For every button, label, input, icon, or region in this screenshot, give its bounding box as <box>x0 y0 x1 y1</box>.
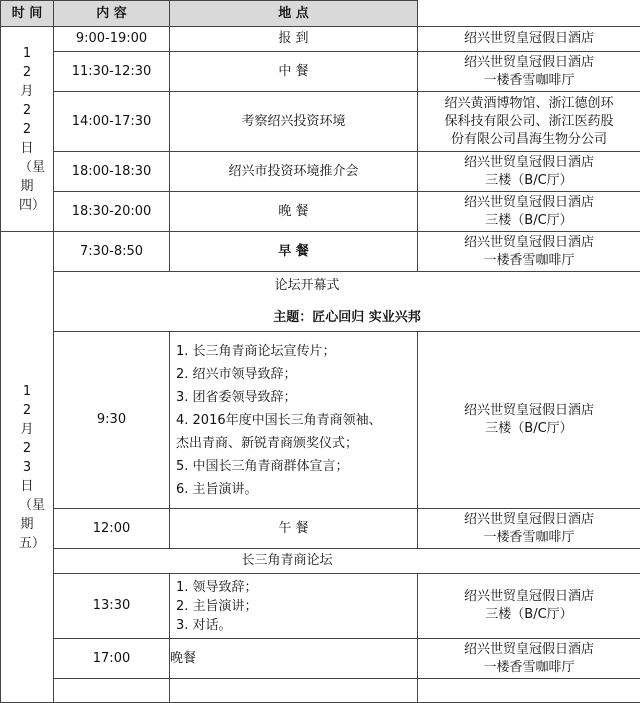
lunch-location <box>418 509 640 549</box>
day1-row2-time: 11:30-12:30 <box>54 52 170 92</box>
location-line: 绍兴世贸皇冠假日酒店 <box>418 402 640 420</box>
location-line: 绍兴世贸皇冠假日酒店 <box>418 54 640 72</box>
day1-row2-content: 中 餐 <box>170 52 418 92</box>
day1-row3-location <box>418 92 640 152</box>
table-row <box>1 332 640 509</box>
table-row <box>1 574 640 639</box>
location-line: 一楼香雪咖啡厅 <box>418 252 640 270</box>
forum-title: 长三角青商论坛 <box>54 552 640 570</box>
header-location: 地 点 <box>170 1 418 27</box>
location-line: 三楼（B/C厅） <box>418 172 640 190</box>
list-item: 杰出青商、新锐青商颁奖仪式； <box>170 432 417 455</box>
day1-row4-location <box>418 152 640 192</box>
table-row <box>1 192 640 232</box>
day1-row4-content: 绍兴市投资环境推介会 <box>170 152 418 192</box>
location-line: 绍兴世贸皇冠假日酒店 <box>418 154 640 172</box>
location-line: 一楼香雪咖啡厅 <box>418 72 640 90</box>
table-row <box>1 232 640 272</box>
day1-row1-location <box>418 27 640 52</box>
day1-date-cell <box>1 27 54 232</box>
location-line: 三楼（B/C厅） <box>418 606 640 624</box>
forum-session-location <box>418 574 640 639</box>
dinner-content: 晚餐 <box>170 639 418 679</box>
list-item: 1. 领导致辞； <box>170 578 417 597</box>
table-row <box>1 52 640 92</box>
list-item: 3. 对话。 <box>170 616 417 635</box>
location-line: 份有限公司昌海生物分公司 <box>418 131 640 149</box>
location-line: 绍兴世贸皇冠假日酒店 <box>418 588 640 606</box>
opening-theme: 主题：匠心回归 实业兴邦 <box>54 307 640 329</box>
empty-cell <box>418 679 640 703</box>
list-item: 3. 团省委领导致辞； <box>170 386 417 409</box>
day1-date: 12月22日（星期四） <box>19 44 35 215</box>
list-item: 2. 绍兴市领导致辞； <box>170 363 417 386</box>
lunch-content: 午 餐 <box>170 509 418 549</box>
opening-session-items <box>170 332 418 509</box>
day1-row5-location <box>418 192 640 232</box>
dinner-location <box>418 639 640 679</box>
location-line: 绍兴世贸皇冠假日酒店 <box>418 234 640 252</box>
header-time: 时 间 <box>1 1 54 27</box>
day1-row1-time: 9:00-19:00 <box>54 27 170 52</box>
location-line: 绍兴世贸皇冠假日酒店 <box>418 641 640 659</box>
day1-row5-time: 18:30-20:00 <box>54 192 170 232</box>
day2-date-cell <box>1 232 54 703</box>
breakfast-time: 7:30-8:50 <box>54 232 170 272</box>
day1-row1-content: 报 到 <box>170 27 418 52</box>
opening-ceremony-cell <box>54 272 640 332</box>
location-line: 三楼（B/C厅） <box>418 212 640 230</box>
dinner-time: 17:00 <box>54 639 170 679</box>
lunch-time: 12:00 <box>54 509 170 549</box>
location-line: 一楼香雪咖啡厅 <box>418 529 640 547</box>
location-line: 绍兴黄酒博物馆、浙江德创环 <box>418 95 640 113</box>
opening-title: 论坛开幕式 <box>54 275 640 297</box>
list-item: 6. 主旨演讲。 <box>170 478 417 501</box>
location-line: 绍兴世贸皇冠假日酒店 <box>418 511 640 529</box>
table-row <box>1 272 640 332</box>
header-content: 内 容 <box>54 1 170 27</box>
forum-session-time: 13:30 <box>54 574 170 639</box>
forum-title-cell <box>54 549 640 574</box>
table-row <box>1 549 640 574</box>
location-line: 保科技有限公司、浙江医药股 <box>418 113 640 131</box>
opening-session-location <box>418 332 640 509</box>
breakfast-content: 早 餐 <box>170 232 418 272</box>
location-line: 绍兴世贸皇冠假日酒店 <box>418 30 640 48</box>
empty-cell <box>170 679 418 703</box>
table-row <box>1 92 640 152</box>
breakfast-location <box>418 232 640 272</box>
header-row <box>1 1 640 27</box>
location-line: 三楼（B/C厅） <box>418 420 640 438</box>
opening-session-time: 9:30 <box>54 332 170 509</box>
table-row-empty <box>1 679 640 703</box>
location-line: 一楼香雪咖啡厅 <box>418 659 640 677</box>
table-row <box>1 27 640 52</box>
day1-row2-location <box>418 52 640 92</box>
list-item: 2. 主旨演讲； <box>170 597 417 616</box>
empty-cell <box>54 679 170 703</box>
day1-row3-time: 14:00-17:30 <box>54 92 170 152</box>
day1-row3-content: 考察绍兴投资环境 <box>170 92 418 152</box>
location-line: 绍兴世贸皇冠假日酒店 <box>418 194 640 212</box>
list-item: 4. 2016年度中国长三角青商领袖、 <box>170 409 417 432</box>
table-row <box>1 509 640 549</box>
table-row <box>1 152 640 192</box>
day1-row5-content: 晚 餐 <box>170 192 418 232</box>
list-item: 5. 中国长三角青商群体宣言； <box>170 455 417 478</box>
table-row <box>1 639 640 679</box>
forum-session-items <box>170 574 418 639</box>
list-item: 1. 长三角青商论坛宣传片； <box>170 340 417 363</box>
day1-row4-time: 18:00-18:30 <box>54 152 170 192</box>
day2-date: 12月23日（星期五） <box>19 382 35 553</box>
